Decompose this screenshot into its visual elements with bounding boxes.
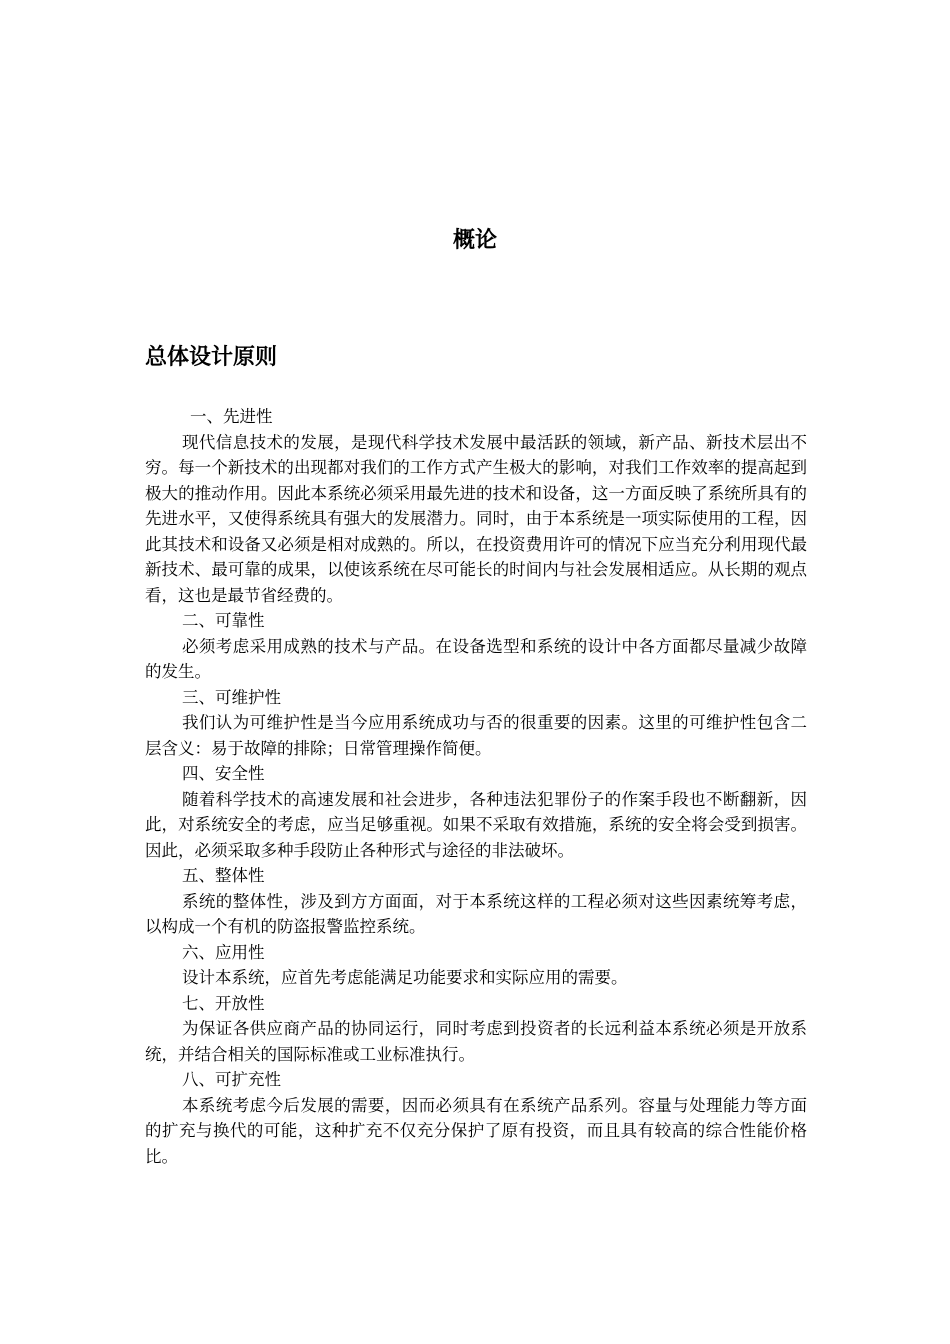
principle-paragraph: 我们认为可维护性是当今应用系统成功与否的很重要的因素。这里的可维护性包含二层含义：易于故障的排除；日常管理操作简便。 [145, 713, 807, 758]
principle-heading: 二、可靠性 [182, 611, 265, 630]
principle-paragraph: 设计本系统，应首先考虑能满足功能要求和实际应用的需要。 [182, 968, 628, 987]
principle-heading: 四、安全性 [182, 764, 265, 783]
principle-heading: 一、先进性 [190, 407, 273, 426]
principle-applicability [145, 940, 807, 991]
principle-heading: 七、开放性 [182, 993, 265, 1013]
principle-paragraph: 现代信息技术的发展，是现代科学技术发展中最活跃的领域，新产品、新技术层出不穷。每一个新技术的出现都对我们的工作方式产生极大的影响，对我们工作效率的提高起到极大的推动作用。因此本系统必须采用最先进的技术和设备，这一方面反映了系统所具有的先进水平，又使得系统具有强大的发展潜力。同时，由于本系统是一项实际使用的工程，因此其技术和设备又必须是相对成熟的。所以，在投资费用许可的情况下应当充分利用现代最新技术、最可靠的成果，以使该系统在尽可能长的时间内与社会发展相适应。从长期的观点看，这也是最节省经费的。 [145, 432, 807, 605]
principle-heading: 六、应用性 [182, 942, 265, 962]
principle-heading: 八、可扩充性 [182, 1070, 281, 1089]
document-title: 概论 [452, 228, 497, 253]
section-heading: 总体设计原则 [145, 345, 278, 370]
principle-heading: 三、可维护性 [182, 687, 281, 707]
document-body [145, 404, 807, 1169]
principle-maintainability [145, 685, 807, 762]
principle-integrity [145, 863, 807, 940]
principle-paragraph: 本系统考虑今后发展的需要，因而必须具有在系统产品系列。容量与处理能力等方面的扩充与换代的可能，这种扩充不仅充分保护了原有投资，而且具有较高的综合性能价格比。 [145, 1095, 807, 1166]
principle-paragraph: 系统的整体性，涉及到方方面面，对于本系统这样的工程必须对这些因素统筹考虑，以构成一个有机的防盗报警监控系统。 [145, 891, 807, 936]
principle-paragraph: 为保证各供应商产品的协同运行，同时考虑到投资者的长远利益本系统必须是开放系统，并结合相关的国际标准或工业标准执行。 [145, 1019, 807, 1064]
principle-security [145, 761, 807, 863]
principle-paragraph: 必须考虑采用成熟的技术与产品。在设备选型和系统的设计中各方面都尽量减少故障的发生。 [145, 636, 807, 681]
principle-scalability [145, 1067, 807, 1169]
principle-advanced [145, 404, 807, 608]
principle-reliability [145, 608, 807, 685]
principle-openness [145, 991, 807, 1068]
principle-heading: 五、整体性 [182, 866, 265, 885]
principle-paragraph: 随着科学技术的高速发展和社会进步，各种违法犯罪份子的作案手段也不断翻新，因此，对系统安全的考虑，应当足够重视。如果不采取有效措施，系统的安全将会受到损害。因此，必须采取多种手段防止各种形式与途径的非法破坏。 [145, 789, 807, 860]
